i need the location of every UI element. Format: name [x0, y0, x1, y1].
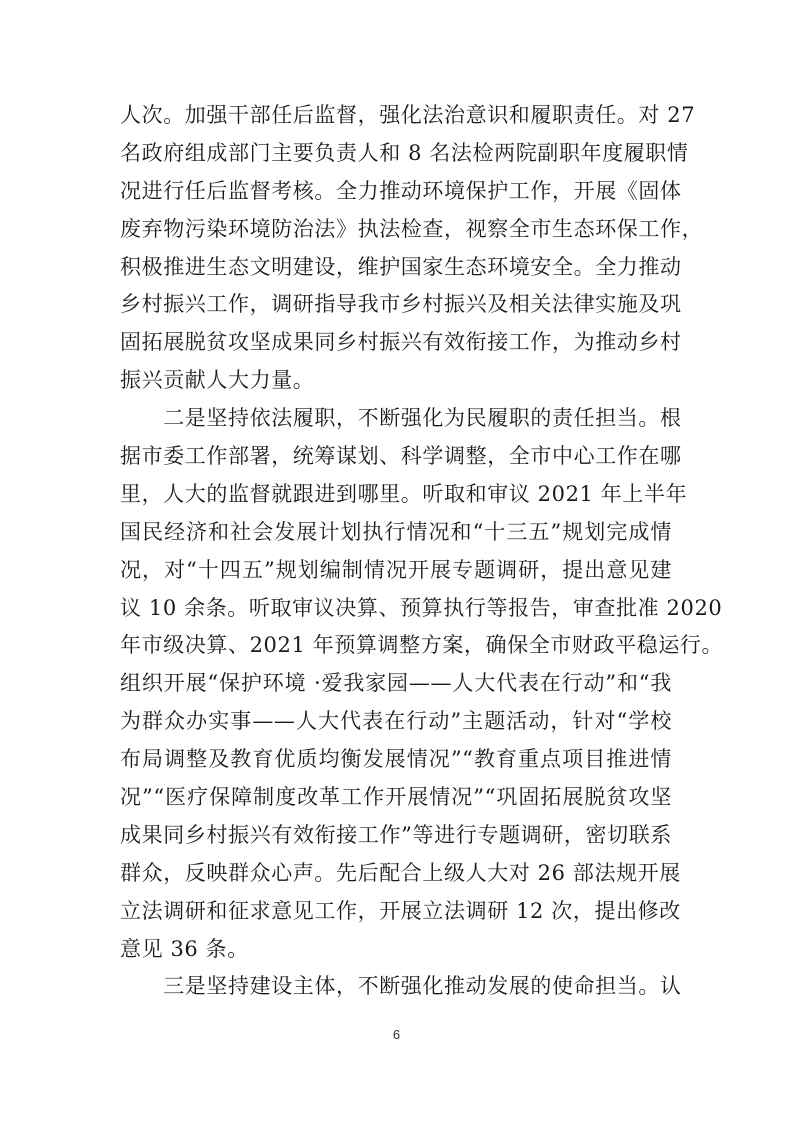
text-line: 年市级决算、2021 年预算调整方案，确保全市财政平稳运行。 [120, 633, 724, 658]
text-line: 况进行任后监督考核。全力推动环境保护工作，开展《固体 [120, 178, 682, 203]
text-line: 组织开展“保护环境 ·爱我家园——人大代表在行动”和“我 [120, 671, 672, 696]
text-line: 况”“医疗保障制度改革工作开展情况”“巩固拓展脱贫攻坚 [120, 785, 672, 810]
text-line: 二是坚持依法履职，不断强化为民履职的责任担当。根 [120, 406, 682, 431]
text-line: 人次。加强干部任后监督，强化法治意识和履职责任。对 27 [120, 103, 696, 127]
text-line: 国民经济和社会发展计划执行情况和“十三五”规划完成情 [120, 519, 672, 544]
text-line: 群众，反映群众心声。先后配合上级人大对 26 部法规开展 [120, 860, 681, 885]
text-line: 布局调整及教育优质均衡发展情况”“教育重点项目推进情 [120, 747, 672, 772]
text-line: 况，对“十四五”规划编制情况开展专题调研，提出意见建 [120, 557, 672, 582]
text-line: 意见 36 条。 [120, 936, 249, 961]
text-line: 废弃物污染环境防治法》执法检查，视察全市生态环保工作， [120, 216, 704, 241]
text-line: 名政府组成部门主要负责人和 8 名法检两院副职年度履职情 [120, 140, 689, 165]
text-line: 三是坚持建设主体，不断强化推动发展的使命担当。认 [120, 974, 682, 999]
text-line: 议 10 余条。听取审议决算、预算执行等报告，审查批准 2020 [120, 595, 723, 620]
text-line: 振兴贡献人大力量。 [120, 368, 315, 393]
text-line: 成果同乡村振兴有效衔接工作”等进行专题调研，密切联系 [120, 822, 672, 847]
text-line: 乡村振兴工作，调研指导我市乡村振兴及相关法律实施及巩 [120, 292, 682, 317]
text-line: 积极推进生态文明建设，维护国家生态环境安全。全力推动 [120, 254, 682, 279]
text-line: 为群众办实事——人大代表在行动”主题活动，针对“学校 [120, 709, 672, 734]
text-line: 里，人大的监督就跟进到哪里。听取和审议 2021 年上半年 [120, 481, 688, 506]
text-line: 据市委工作部署，统筹谋划、科学调整，全市中心工作在哪 [120, 444, 682, 469]
text-line: 立法调研和征求意见工作，开展立法调研 12 次，提出修改 [120, 898, 681, 923]
page-number: 6 [392, 1027, 401, 1042]
body-text [120, 97, 724, 1006]
text-line: 固拓展脱贫攻坚成果同乡村振兴有效衔接工作，为推动乡村 [120, 330, 682, 355]
